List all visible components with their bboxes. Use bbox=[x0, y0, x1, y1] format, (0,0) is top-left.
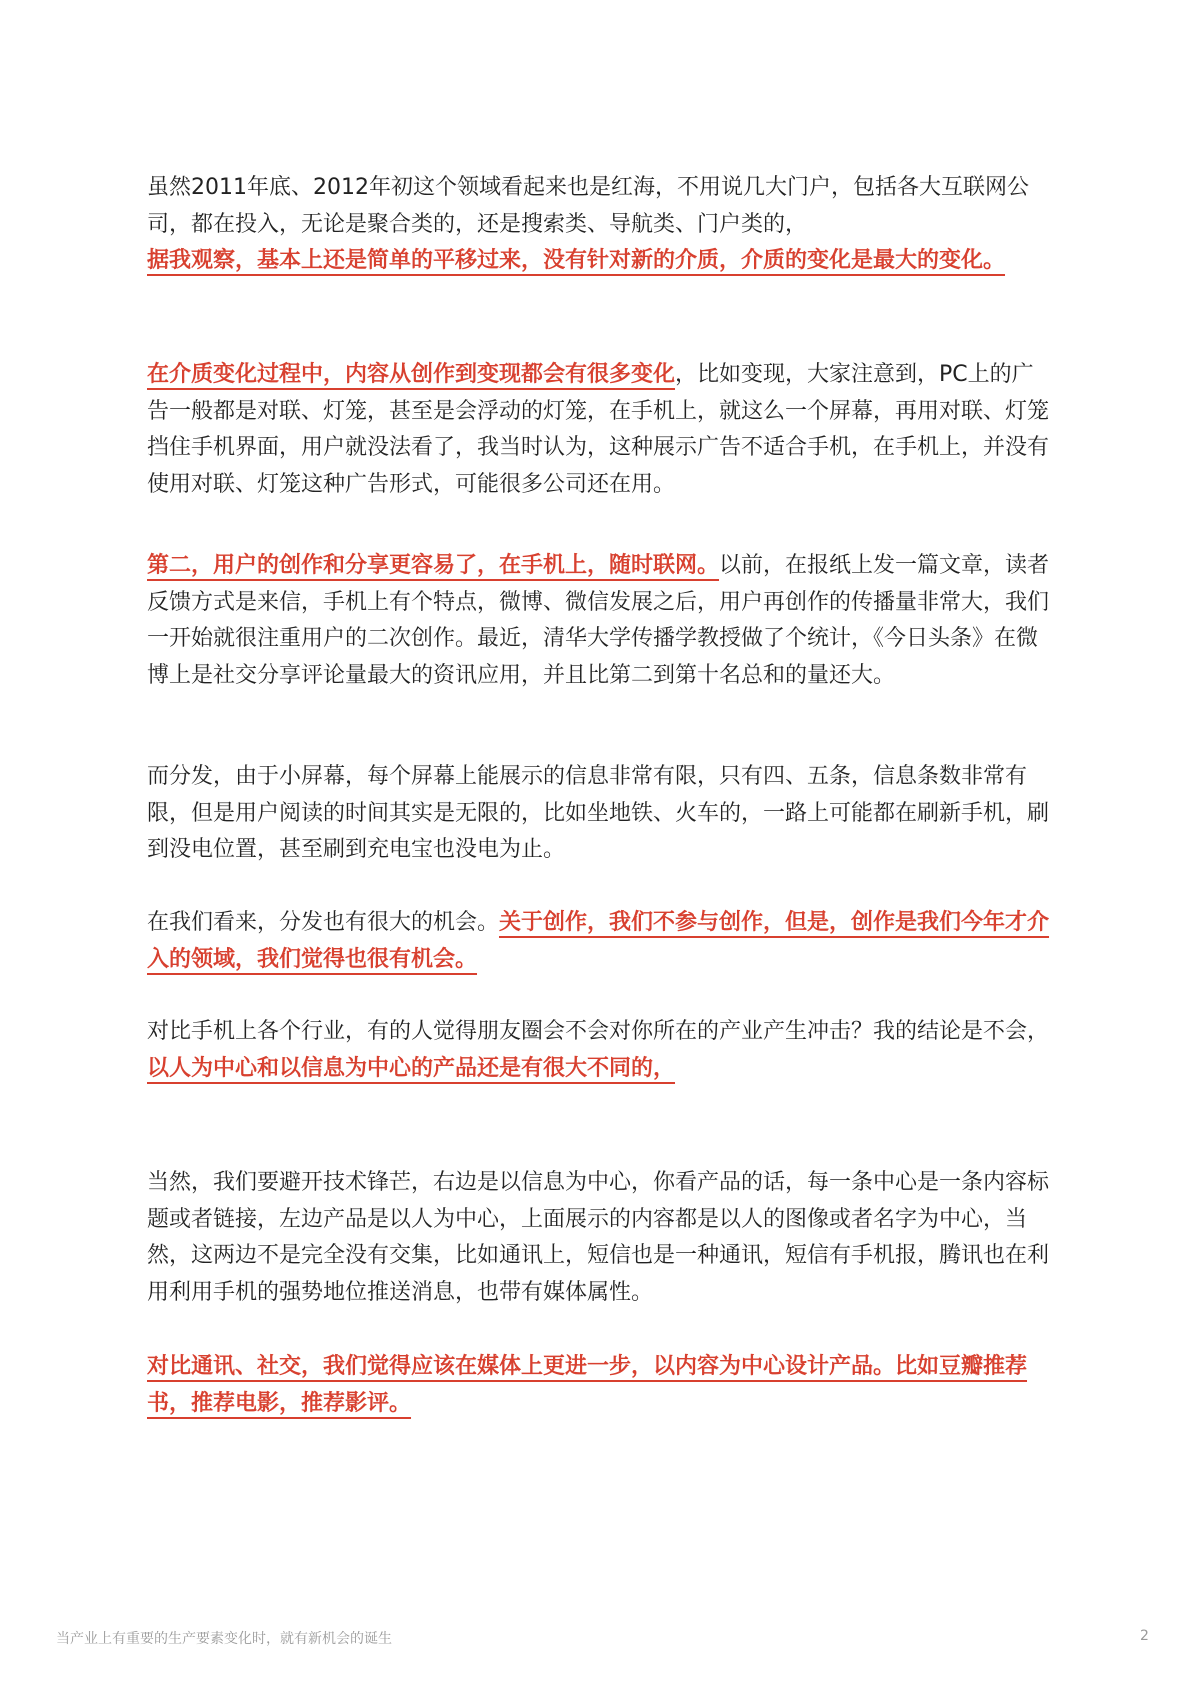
paragraph-6 bbox=[147, 1014, 1053, 1087]
paragraph-6-highlight: 以人为中心和以信息为中心的产品还是有很大不同的， bbox=[147, 1055, 676, 1081]
paragraph-7 bbox=[147, 1165, 1053, 1311]
paragraph-6-text: 对比手机上各个行业，有的人觉得朋友圈会不会对你所在的产业产生冲击？我的结论是不会， bbox=[147, 1019, 1050, 1044]
paragraph-8-highlight: 对比通讯、社交，我们觉得应该在媒体上更进一步，以内容为中心设计产品。比如豆瓣推荐书，推荐电影，推荐影评。 bbox=[147, 1354, 1028, 1416]
paragraph-5 bbox=[147, 905, 1053, 978]
paragraph-3 bbox=[147, 548, 1053, 694]
page-number: 2 bbox=[1140, 1628, 1149, 1644]
paragraph-1-highlight: 据我观察，基本上还是简单的平移过来，没有针对新的介质，介质的变化是最大的变化。 bbox=[147, 248, 1006, 273]
footer-title: 当产业上有重要的生产要素变化时，就有新机会的诞生 bbox=[56, 1631, 392, 1647]
paragraph-5-text: 在我们看来，分发也有很大的机会。 bbox=[147, 910, 500, 935]
paragraph-4-text: 而分发，由于小屏幕，每个屏幕上能展示的信息非常有限，只有四、五条，信息条数非常有限，但是用户阅读的时间其实是无限的，比如坐地铁、火车的，一路上可能都在刷新手机，刷到没电位置，甚至刷到充电宝也没电为止。 bbox=[147, 764, 1050, 862]
paragraph-7-text: 当然，我们要避开技术锋芒，右边是以信息为中心，你看产品的话，每一条中心是一条内容标题或者链接，左边产品是以人为中心，上面展示的内容都是以人的图像或者名字为中心，当然，这两边不是完全没有交集，比如通讯上，短信也是一种通讯，短信有手机报，腾讯也在利用利用手机的强势地位推送消息，也带有媒体属性。 bbox=[147, 1170, 1050, 1305]
paragraph-1-text: 虽然2011年底、2012年初这个领域看起来也是红海，不用说几大门户，包括各大互联网公司，都在投入，无论是聚合类的，还是搜索类、导航类、门户类的， bbox=[147, 175, 1029, 237]
paragraph-4 bbox=[147, 759, 1053, 869]
paragraph-8 bbox=[147, 1349, 1053, 1422]
paragraph-3-text: 以前，在报纸上发一篇文章，读者反馈方式是来信，手机上有个特点，微博、微信发展之后，用户再创作的传播量非常大，我们一开始就很注重用户的二次创作。最近，清华大学传播学教授做了个统计，《今日头条》在微博上是社交分享评论量最大的资讯应用，并且比第二到第十名总和的量还大。 bbox=[147, 553, 1050, 688]
paragraph-2-text: ，比如变现，大家注意到，PC上的广告一般都是对联、灯笼，甚至是会浮动的灯笼，在手机上，就这么一个屏幕，再用对联、灯笼挡住手机界面，用户就没法看了，我当时认为，这种展示广告不适合手机，在手机上，并没有使用对联、灯笼这种广告形式，可能很多公司还在用。 bbox=[147, 362, 1050, 497]
paragraph-1 bbox=[147, 170, 1053, 280]
paragraph-2-highlight: 在介质变化过程中，内容从创作到变现都会有很多变化 bbox=[147, 362, 676, 387]
paragraph-5-highlight: 关于创作，我们不参与创作，但是，创作是我们今年才介入的领域，我们觉得也很有机会。 bbox=[147, 910, 1050, 972]
paragraph-2 bbox=[147, 357, 1053, 503]
paragraph-3-highlight: 第二，用户的创作和分享更容易了，在手机上，随时联网。 bbox=[147, 553, 720, 578]
